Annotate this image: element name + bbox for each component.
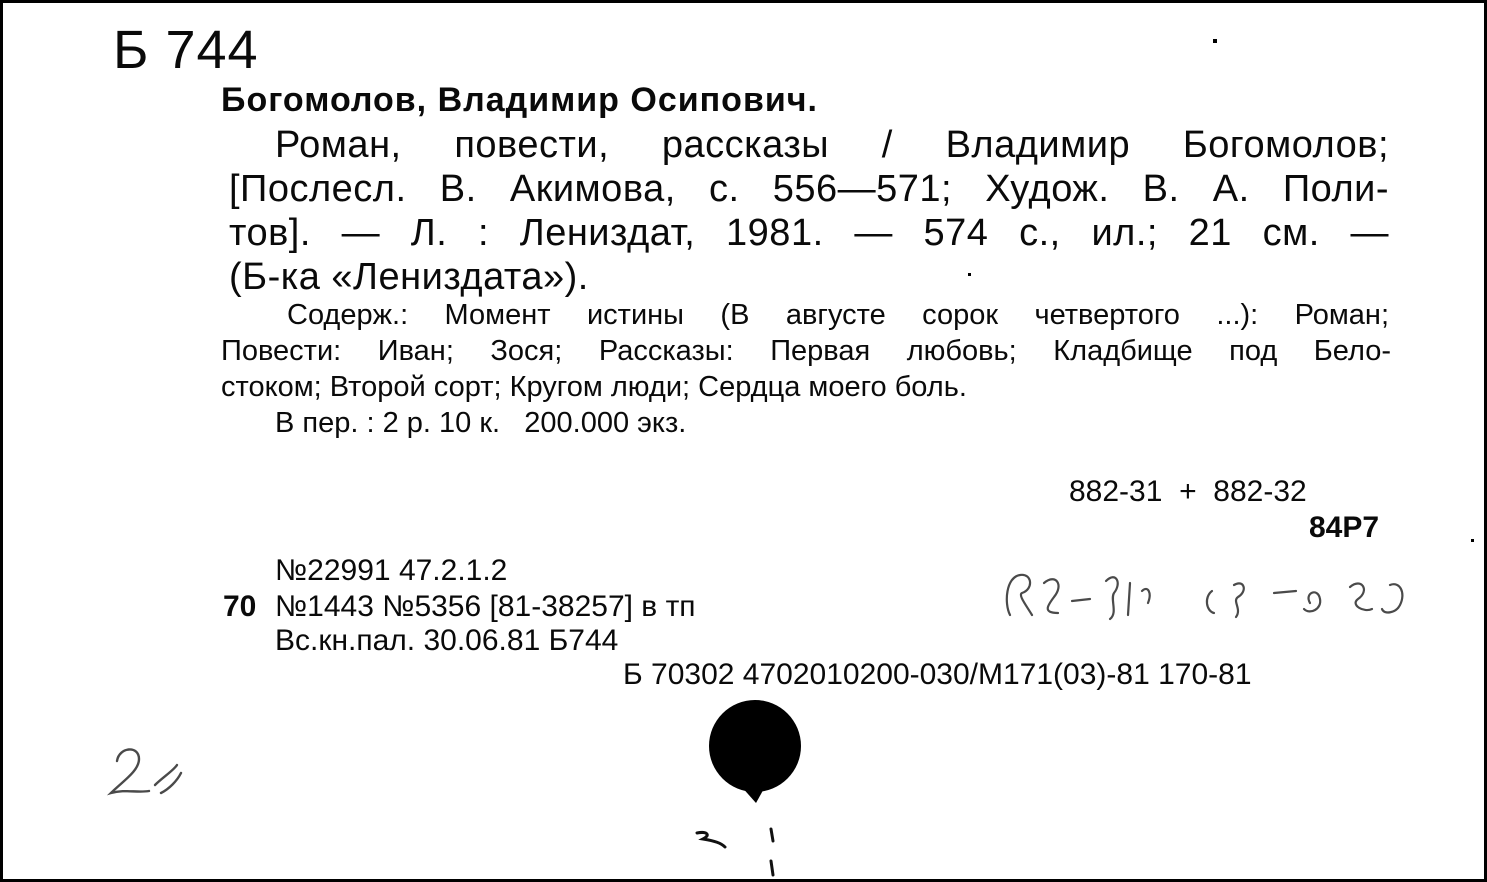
title-line-2: [Послесл. В. Акимова, с. 556—571; Худож. В. А. Поли- — [229, 168, 1389, 210]
punch-hole-tab — [738, 783, 778, 807]
classification-index: 882-31 + 882-32 — [1069, 475, 1307, 508]
chamber-line: Вс.кн.пал. 30.06.81 Б744 — [275, 624, 619, 657]
handwritten-digit-2 — [103, 741, 193, 803]
title-line-1: Роман, повести, рассказы / Владимир Богомолов; — [275, 124, 1389, 166]
author-heading: Богомолов, Владимир Осипович. — [221, 81, 818, 119]
punch-hole — [709, 700, 801, 792]
title-line-3: тов]. — Л. : Лениздат, 1981. — 574 с., ил.; 21 см. — — [229, 212, 1389, 254]
dust-speck — [1471, 539, 1474, 542]
handwritten-pencil-note — [998, 563, 1438, 633]
dust-speck — [968, 273, 971, 276]
price-line: В пер. : 2 р. 10 к. 200.000 экз. — [275, 407, 687, 439]
prefix-70: 70 — [223, 590, 257, 623]
contents-line-1: Содерж.: Момент истины (В августе сорок четвертого ...): Роман; — [287, 299, 1389, 331]
shelfmark: Б 744 — [113, 20, 259, 80]
title-line-4: (Б-ка «Лениздата»). — [229, 256, 589, 298]
scratch-marks — [691, 825, 791, 881]
contents-line-2: Повести: Иван; Зося; Рассказы: Первая любовь; Кладбище под Бело- — [221, 335, 1391, 367]
dust-speck — [1213, 39, 1217, 43]
bottom-code: Б 70302 4702010200-030/М171(03)-81 170-81 — [623, 658, 1252, 691]
numbers-line: №1443 №5356 [81-38257] в тп — [275, 590, 696, 623]
classification-code: 84Р7 — [1309, 511, 1380, 544]
contents-line-3: стоком; Второй сорт; Кругом люди; Сердца моего боль. — [221, 371, 967, 403]
accession-line: №22991 47.2.1.2 — [275, 554, 508, 587]
